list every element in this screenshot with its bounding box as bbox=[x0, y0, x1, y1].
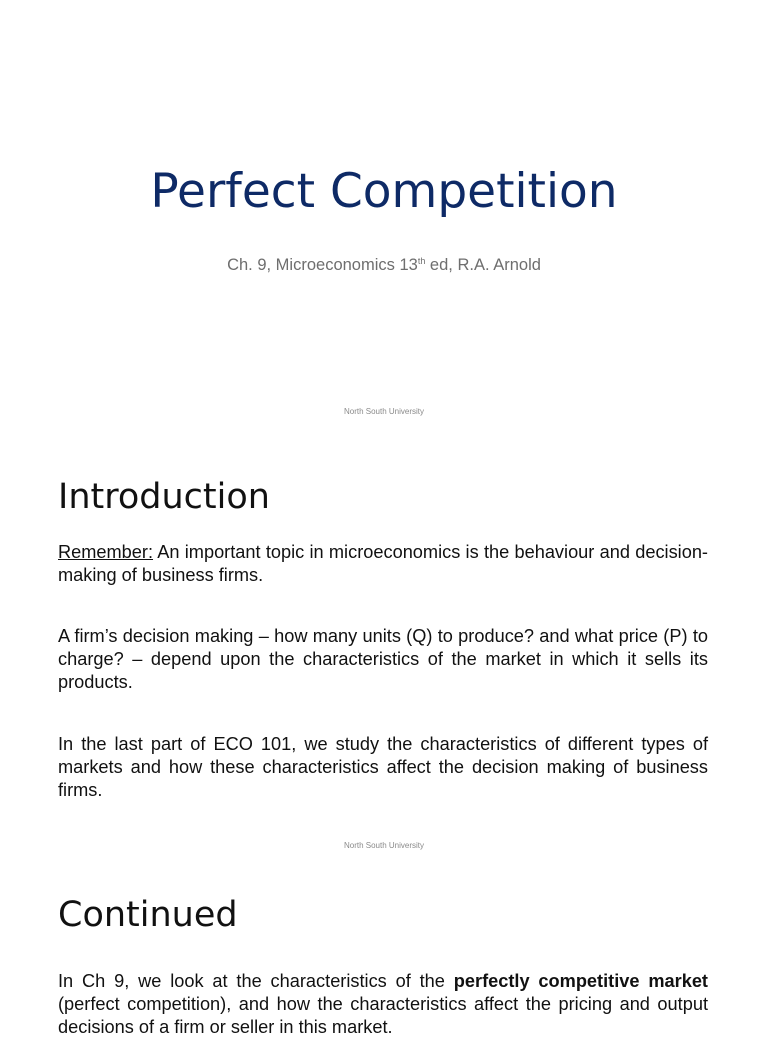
remember-label: Remember: bbox=[58, 542, 154, 562]
slide-heading: Continued bbox=[58, 895, 238, 935]
paragraph-perfect-competition bbox=[58, 970, 708, 1039]
slide-heading: Introduction bbox=[58, 477, 270, 517]
paragraph-text-end: (perfect competition), and how the characteristics affect the pricing and output decisions of a firm or seller in this market. bbox=[58, 994, 708, 1037]
slide-title: Perfect Competition bbox=[150, 164, 618, 219]
paragraph-text: An important topic in microeconomics is the behaviour and decision-making of business firms. bbox=[58, 542, 708, 585]
paragraph-text: In Ch 9, we look at the characteristics of the bbox=[58, 971, 454, 991]
slide-footer: North South University bbox=[343, 407, 425, 416]
paragraph-market-types: In the last part of ECO 101, we study the characteristics of different types of markets and how these characteristics affect the decision making of business firms. bbox=[58, 734, 708, 800]
bold-term: perfectly competitive market bbox=[453, 971, 708, 991]
slide-footer: North South University bbox=[343, 841, 425, 850]
introduction-slide bbox=[0, 432, 768, 864]
subtitle-text-end: ed, R.A. Arnold bbox=[425, 256, 541, 274]
title-slide bbox=[0, 0, 768, 432]
paragraph-remember bbox=[58, 541, 708, 587]
slide-subtitle bbox=[0, 254, 768, 276]
subtitle-text: Ch. 9, Microeconomics 13 bbox=[227, 256, 418, 274]
paragraph-decision-making: A firm’s decision making – how many units (Q) to produce? and what price (P) to charge? – depend upon the characteristics of the market in which it sells its products. bbox=[58, 626, 708, 692]
continued-slide bbox=[0, 864, 768, 1037]
subtitle-superscript: th bbox=[417, 256, 426, 266]
